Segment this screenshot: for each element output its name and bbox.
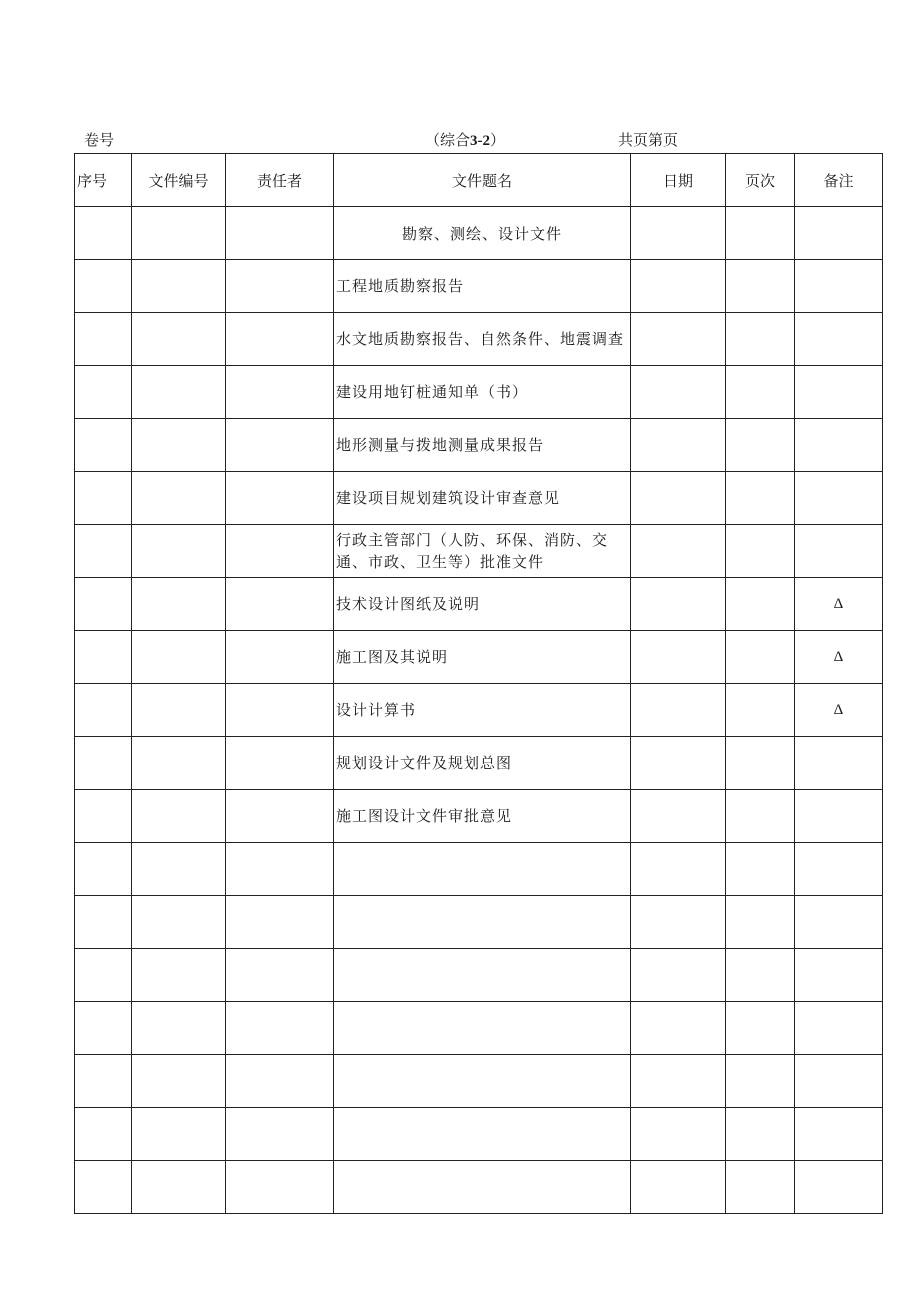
cell-date: [631, 1002, 726, 1055]
cell-date: [631, 1108, 726, 1161]
cell-file-number: [132, 737, 226, 790]
cell-note: [795, 790, 883, 843]
cell-responsible: [226, 1108, 334, 1161]
form-code-open: （综合: [425, 131, 471, 149]
cell-date: [631, 949, 726, 1002]
cell-date: [631, 1055, 726, 1108]
cell-title: [334, 1108, 631, 1161]
cell-seq: [75, 525, 132, 578]
cell-seq: [75, 843, 132, 896]
cell-file-number: [132, 1002, 226, 1055]
cell-title: 施工图及其说明: [334, 631, 631, 684]
cell-seq: [75, 1002, 132, 1055]
cell-title: [334, 896, 631, 949]
cell-seq: [75, 949, 132, 1002]
cell-responsible: [226, 1055, 334, 1108]
cell-seq: [75, 472, 132, 525]
cell-seq: [75, 684, 132, 737]
cell-title: 建设用地钉桩通知单（书）: [334, 366, 631, 419]
table-row: [75, 419, 883, 472]
cell-note: [795, 207, 883, 260]
cell-seq: [75, 366, 132, 419]
cell-date: [631, 1161, 726, 1214]
cell-date: [631, 472, 726, 525]
table-row: [75, 737, 883, 790]
cell-responsible: [226, 631, 334, 684]
cell-page: [726, 419, 795, 472]
cell-page: [726, 684, 795, 737]
table-row: [75, 260, 883, 313]
cell-page: [726, 207, 795, 260]
cell-page: [726, 843, 795, 896]
cell-date: [631, 525, 726, 578]
cell-title: 地形测量与拨地测量成果报告: [334, 419, 631, 472]
cell-title: [334, 949, 631, 1002]
cell-date: [631, 207, 726, 260]
cell-title: [334, 1002, 631, 1055]
column-header-title: 文件题名: [334, 154, 631, 207]
cell-title: 水文地质勘察报告、自然条件、地震调查: [334, 313, 631, 366]
table-row: [75, 578, 883, 631]
cell-seq: [75, 260, 132, 313]
cell-responsible: [226, 684, 334, 737]
cell-note: Δ: [795, 631, 883, 684]
cell-responsible: [226, 1161, 334, 1214]
cell-date: [631, 737, 726, 790]
section-title: 勘察、测绘、设计文件: [334, 207, 631, 260]
cell-page: [726, 525, 795, 578]
cell-file-number: [132, 1161, 226, 1214]
cell-page: [726, 949, 795, 1002]
cell-note: [795, 1161, 883, 1214]
cell-responsible: [226, 949, 334, 1002]
column-header-seq: 序号: [75, 154, 132, 207]
cell-note: [795, 260, 883, 313]
cell-page: [726, 472, 795, 525]
cell-note: [795, 419, 883, 472]
cell-seq: [75, 790, 132, 843]
section-row: [75, 207, 883, 260]
cell-file-number: [132, 684, 226, 737]
table-row: [75, 790, 883, 843]
cell-title: [334, 843, 631, 896]
cell-title: [334, 1055, 631, 1108]
cell-title: 规划设计文件及规划总图: [334, 737, 631, 790]
cell-title: 建设项目规划建筑设计审查意见: [334, 472, 631, 525]
cell-title: [334, 1161, 631, 1214]
cell-date: [631, 631, 726, 684]
cell-note: [795, 1002, 883, 1055]
cell-seq: [75, 578, 132, 631]
volume-number-label: 卷号: [84, 131, 115, 149]
cell-page: [726, 1108, 795, 1161]
cell-note: [795, 896, 883, 949]
cell-seq: [75, 207, 132, 260]
cell-responsible: [226, 525, 334, 578]
cell-note: [795, 525, 883, 578]
cell-file-number: [132, 843, 226, 896]
cell-seq: [75, 631, 132, 684]
page-count-label: 共页第页: [618, 131, 679, 149]
cell-responsible: [226, 896, 334, 949]
cell-seq: [75, 737, 132, 790]
table-row: [75, 1055, 883, 1108]
cell-note: [795, 313, 883, 366]
cell-date: [631, 790, 726, 843]
cell-date: [631, 419, 726, 472]
cell-file-number: [132, 419, 226, 472]
cell-file-number: [132, 313, 226, 366]
cell-date: [631, 843, 726, 896]
cell-seq: [75, 1108, 132, 1161]
cell-date: [631, 313, 726, 366]
cell-page: [726, 737, 795, 790]
cell-seq: [75, 896, 132, 949]
cell-note: [795, 737, 883, 790]
table-row: [75, 843, 883, 896]
cell-date: [631, 896, 726, 949]
form-code-number: 3-2: [470, 133, 491, 149]
table-row: [75, 525, 883, 578]
cell-title: 设计计算书: [334, 684, 631, 737]
table-row: [75, 472, 883, 525]
cell-file-number: [132, 525, 226, 578]
column-header-file-number: 文件编号: [132, 154, 226, 207]
cell-file-number: [132, 790, 226, 843]
cell-page: [726, 896, 795, 949]
cell-file-number: [132, 260, 226, 313]
column-header-note: 备注: [795, 154, 883, 207]
cell-file-number: [132, 1108, 226, 1161]
column-header-responsible: 责任者: [226, 154, 334, 207]
cell-responsible: [226, 578, 334, 631]
cell-title: 行政主管部门（人防、环保、消防、交通、市政、卫生等）批准文件: [334, 525, 631, 578]
cell-responsible: [226, 790, 334, 843]
cell-title: 技术设计图纸及说明: [334, 578, 631, 631]
cell-seq: [75, 419, 132, 472]
cell-date: [631, 684, 726, 737]
cell-page: [726, 1002, 795, 1055]
cell-file-number: [132, 631, 226, 684]
cell-page: [726, 313, 795, 366]
cell-page: [726, 578, 795, 631]
table-row: [75, 631, 883, 684]
cell-page: [726, 1161, 795, 1214]
cell-note: [795, 949, 883, 1002]
cell-responsible: [226, 366, 334, 419]
column-header-page: 页次: [726, 154, 795, 207]
cell-note: [795, 1055, 883, 1108]
cell-responsible: [226, 843, 334, 896]
cell-responsible: [226, 419, 334, 472]
cell-date: [631, 366, 726, 419]
form-code: [425, 130, 505, 151]
cell-page: [726, 790, 795, 843]
cell-file-number: [132, 578, 226, 631]
cell-title: 工程地质勘察报告: [334, 260, 631, 313]
cell-file-number: [132, 366, 226, 419]
cell-note: Δ: [795, 684, 883, 737]
cell-page: [726, 1055, 795, 1108]
cell-file-number: [132, 472, 226, 525]
cell-responsible: [226, 207, 334, 260]
cell-page: [726, 631, 795, 684]
cell-responsible: [226, 313, 334, 366]
cell-page: [726, 366, 795, 419]
cell-file-number: [132, 207, 226, 260]
table-row: [75, 313, 883, 366]
file-catalog-table: [74, 153, 883, 1214]
cell-date: [631, 578, 726, 631]
cell-responsible: [226, 1002, 334, 1055]
cell-date: [631, 260, 726, 313]
cell-responsible: [226, 260, 334, 313]
cell-seq: [75, 313, 132, 366]
table-row: [75, 949, 883, 1002]
table-row: [75, 1108, 883, 1161]
cell-note: [795, 1108, 883, 1161]
cell-file-number: [132, 1055, 226, 1108]
cell-seq: [75, 1161, 132, 1214]
cell-responsible: [226, 472, 334, 525]
table-row: [75, 896, 883, 949]
cell-seq: [75, 1055, 132, 1108]
form-code-close: ）: [490, 131, 506, 149]
column-header-date: 日期: [631, 154, 726, 207]
cell-note: [795, 472, 883, 525]
table-row: [75, 1002, 883, 1055]
table-row: [75, 366, 883, 419]
cell-responsible: [226, 737, 334, 790]
cell-file-number: [132, 896, 226, 949]
cell-file-number: [132, 949, 226, 1002]
cell-page: [726, 260, 795, 313]
cell-note: Δ: [795, 578, 883, 631]
cell-note: [795, 843, 883, 896]
table-row: [75, 1161, 883, 1214]
table-row: [75, 684, 883, 737]
cell-note: [795, 366, 883, 419]
cell-title: 施工图设计文件审批意见: [334, 790, 631, 843]
table-header-row: [75, 154, 883, 207]
